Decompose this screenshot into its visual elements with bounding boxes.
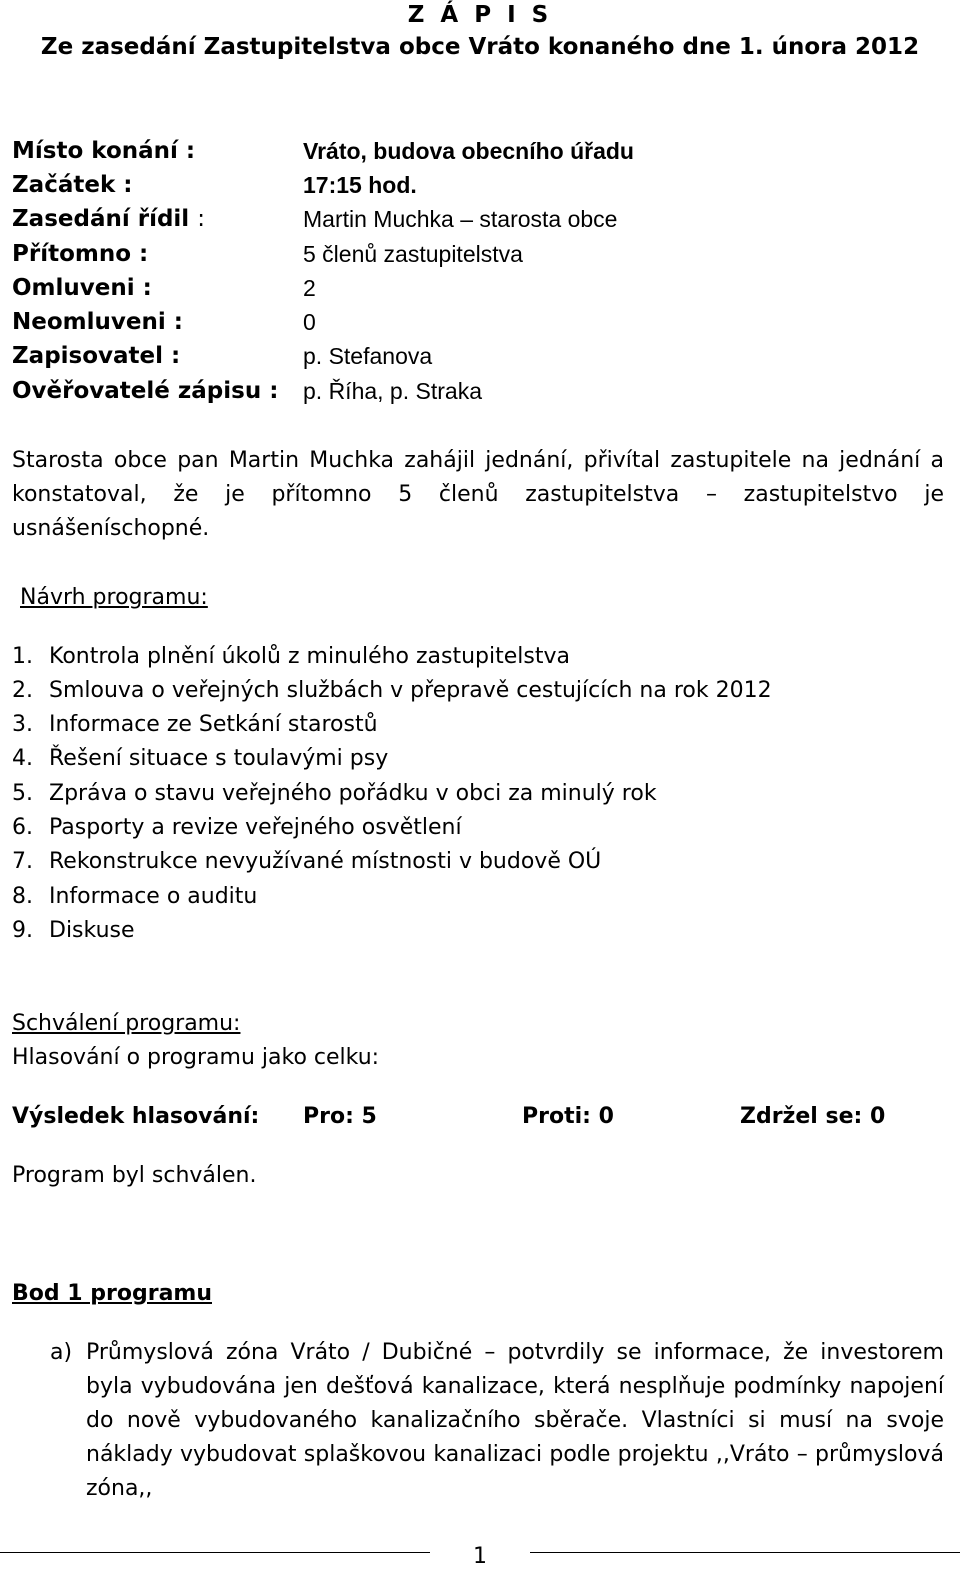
info-label-chair: [12, 206, 205, 232]
footer-rule-left: [0, 1552, 430, 1553]
info-value-recorder: p. Stefanova: [303, 343, 433, 369]
info-value-unexcused: 0: [303, 309, 316, 335]
info-label-verifiers: Ověřovatelé zápisu :: [12, 378, 279, 404]
approval-subheading: Hlasování o programu jako celku:: [12, 1045, 380, 1070]
info-value-place: Vráto, budova obecního úřadu: [303, 138, 634, 164]
list-item-text: Rekonstrukce nevyužívané místnosti v budově OÚ: [49, 849, 602, 874]
list-item-number: 8.: [12, 884, 33, 909]
vote-pro: Pro: 5: [303, 1104, 377, 1129]
list-item-number: 4.: [12, 746, 33, 771]
list-item: [12, 678, 772, 703]
list-item-text: Kontrola plnění úkolů z minulého zastupitelstva: [49, 644, 570, 669]
vote-result-label: Výsledek hlasování:: [12, 1104, 260, 1129]
list-item-number: 7.: [12, 849, 33, 874]
info-value-present: 5 členů zastupitelstva: [303, 241, 523, 267]
info-label-excused: Omluveni :: [12, 275, 152, 301]
list-item-text: Pasporty a revize veřejného osvětlení: [49, 815, 462, 840]
list-item-text: Zpráva o stavu veřejného pořádku v obci za minulý rok: [49, 781, 657, 806]
list-item-number: 1.: [12, 644, 33, 669]
vote-proti: Proti: 0: [522, 1104, 614, 1129]
info-label-recorder: Zapisovatel :: [12, 343, 181, 369]
program-heading: Návrh programu:: [20, 585, 208, 610]
list-item-number: 2.: [12, 678, 33, 703]
intro-paragraph: Starosta obce pan Martin Muchka zahájil jednání, přivítal zastupitele na jednání a konstatoval, že je přítomno 5 členů zastupitelstva – zastupitelstvo je usnášeníschopné.: [12, 448, 944, 541]
document-subtitle: Ze zasedání Zastupitelstva obce Vráto konaného dne 1. února 2012: [40, 34, 920, 60]
list-item: [12, 712, 378, 737]
list-item: [12, 884, 257, 909]
info-label-start: Začátek :: [12, 172, 133, 198]
list-item: [12, 781, 657, 806]
list-item-number: 9.: [12, 918, 33, 943]
list-item: [12, 746, 388, 771]
list-item-number: 3.: [12, 712, 33, 737]
info-value-chair: Martin Muchka – starosta obce: [303, 206, 618, 232]
approval-conclusion: Program byl schválen.: [12, 1163, 257, 1188]
list-item: [12, 644, 570, 669]
list-item: [12, 918, 135, 943]
info-value-verifiers: p. Říha, p. Straka: [303, 378, 482, 404]
list-item: [12, 815, 462, 840]
list-item-text: Smlouva o veřejných službách v přepravě cestujících na rok 2012: [49, 678, 772, 703]
bod1-text: Průmyslová zóna Vráto / Dubičné – potvrdily se informace, že investorem byla vybudována jen dešťová kanalizace, která nesplňuje podmínky napojení do nově vybudovaného kanalizačního sběrače. Vlastníci si musí na svoje náklady vybudovat splaškovou kanalizaci podle projektu ,,Vráto – průmyslová zóna,,: [86, 1340, 944, 1501]
info-value-excused: 2: [303, 275, 316, 301]
info-label-chair-text: Zasedání řídil: [12, 206, 190, 232]
list-item-number: 5.: [12, 781, 33, 806]
info-label-chair-colon: :: [197, 206, 205, 232]
list-item-text: Řešení situace s toulavými psy: [49, 746, 389, 771]
list-item-text: Informace ze Setkání starostů: [49, 712, 378, 737]
list-item-text: Diskuse: [49, 918, 135, 943]
vote-abstain: Zdržel se: 0: [740, 1104, 886, 1129]
list-item-number: 6.: [12, 815, 33, 840]
list-item-text: Informace o auditu: [49, 884, 258, 909]
footer-rule-right: [530, 1552, 960, 1553]
bod1-letter: a): [50, 1340, 73, 1365]
info-label-place: Místo konání :: [12, 138, 196, 164]
list-item: [12, 849, 601, 874]
document-title: Z Á P I S: [407, 2, 553, 28]
info-value-start: 17:15 hod.: [303, 172, 417, 198]
info-label-present: Přítomno :: [12, 241, 149, 267]
info-label-unexcused: Neomluveni :: [12, 309, 183, 335]
page-number: 1: [473, 1544, 487, 1569]
approval-heading: Schválení programu:: [12, 1011, 241, 1036]
bod1-heading: Bod 1 programu: [12, 1281, 212, 1306]
